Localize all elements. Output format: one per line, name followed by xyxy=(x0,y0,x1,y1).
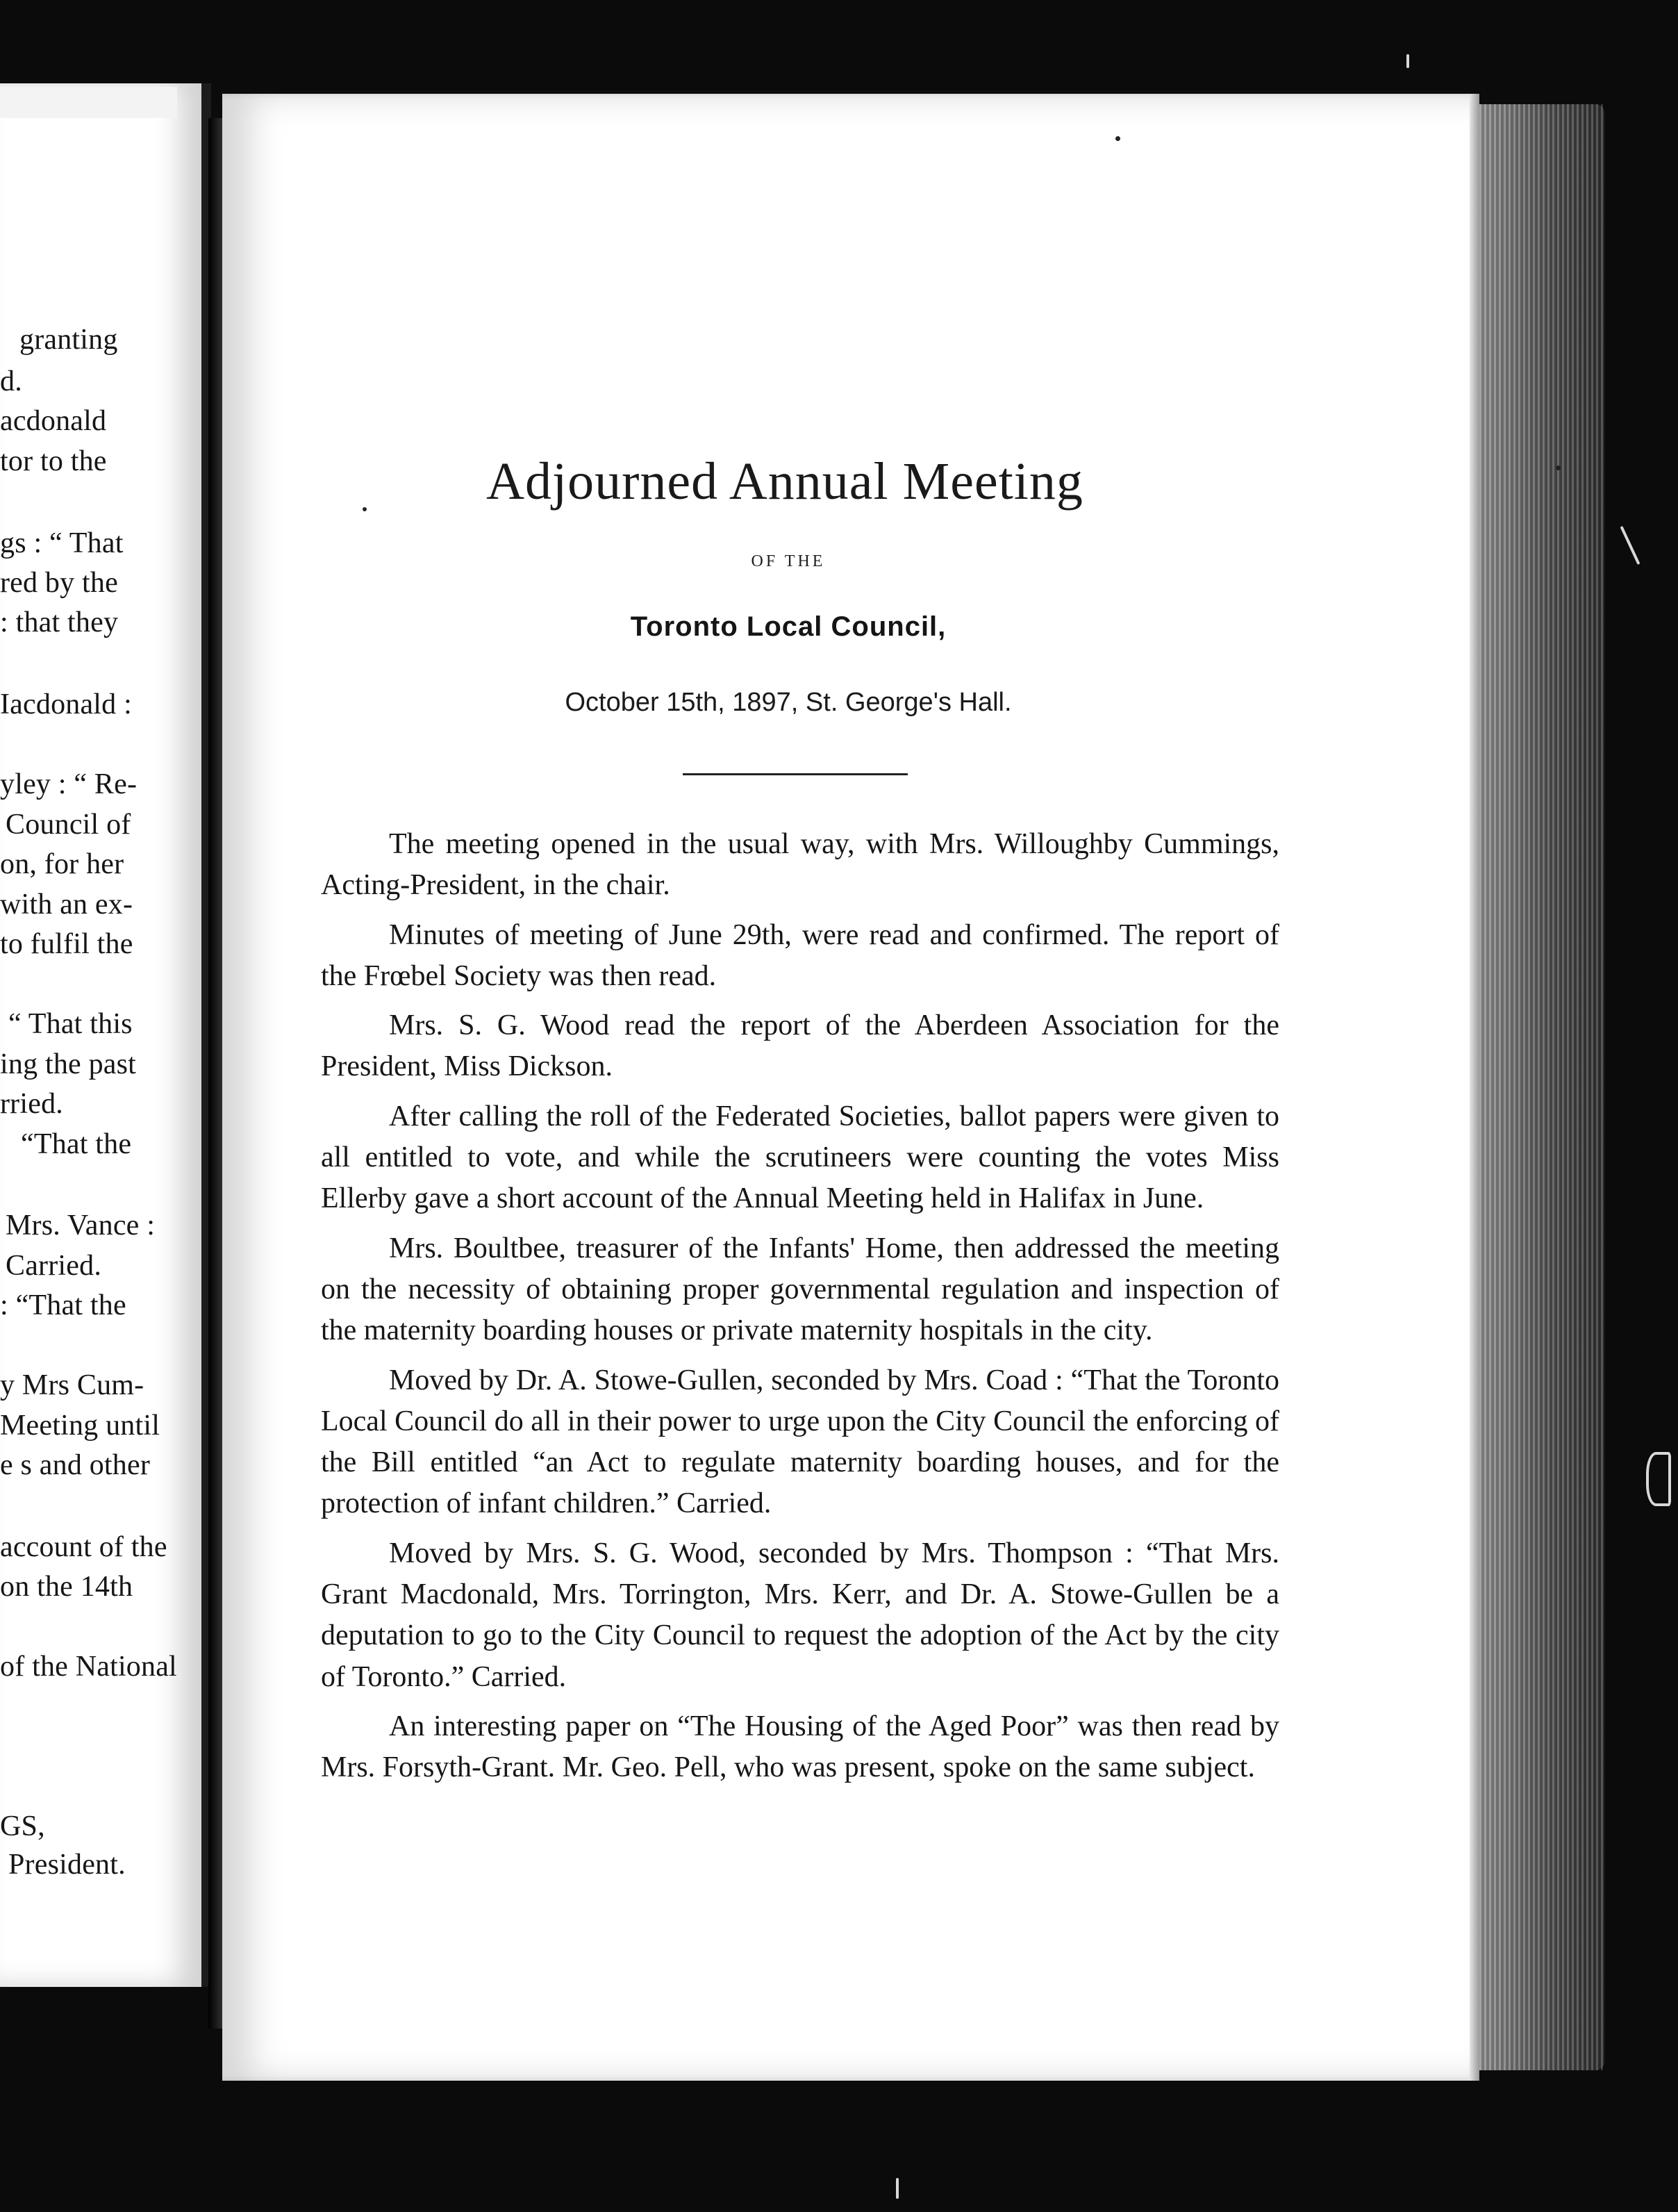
left-page-line: President. xyxy=(8,1849,126,1881)
paragraph: Moved by Dr. A. Stowe-Gullen, seconded by Mrs. Coad : “That the Toronto Local Council do all in their power to urge upon the City Council the enforcing of the Bill entitled “an Act to regulate maternity boarding houses, and for the protection of infant children.” Carried. xyxy=(321,1364,1279,1520)
left-page-line: of the National xyxy=(0,1651,177,1683)
left-page-line: y Mrs Cum- xyxy=(0,1369,144,1401)
subtitle-of-the: OF THE xyxy=(751,552,826,570)
left-page-line: to fulfil the xyxy=(0,928,133,960)
left-page-line: Meeting until xyxy=(0,1410,160,1442)
left-page-line: on the 14th xyxy=(0,1571,133,1603)
left-page-line: GS, xyxy=(0,1810,45,1842)
section-divider xyxy=(683,773,908,775)
scan-speck xyxy=(1406,54,1409,68)
left-page-line: with an ex- xyxy=(0,889,133,921)
paragraph: Mrs. S. G. Wood read the report of the Aberdeen Association for the President, Miss Dickson. xyxy=(321,1009,1279,1083)
minutes-body xyxy=(321,824,1279,1797)
left-page xyxy=(0,83,211,1987)
meeting-date-line: October 15th, 1897, St. George's Hall. xyxy=(565,688,1012,717)
scan-speck xyxy=(1556,465,1561,470)
left-page-line: yley : “ Re- xyxy=(0,768,138,800)
left-page-line: gs : “ That xyxy=(0,527,124,559)
left-page-line: “That the xyxy=(21,1128,132,1160)
scan-speck xyxy=(1646,1452,1671,1506)
left-page-line: : that they xyxy=(0,606,119,638)
paragraph: The meeting opened in the usual way, with Mrs. Willoughby Cummings, Acting-President, in the chair. xyxy=(321,828,1279,902)
left-page-line: Mrs. Vance : xyxy=(6,1210,156,1241)
left-page-line: Carried. xyxy=(6,1250,102,1282)
left-page-line: granting xyxy=(19,324,118,356)
paragraph: After calling the roll of the Federated Societies, ballot papers were given to all entitled to vote, and while the scrutineers were counting the votes Miss Ellerby gave a short account of the Annual Meeting held in Halifax in June. xyxy=(321,1100,1279,1215)
scan-speck xyxy=(1620,526,1640,565)
left-page-line: rried. xyxy=(0,1088,63,1120)
left-page-line: ing the past xyxy=(0,1048,137,1080)
scan-speck xyxy=(1115,136,1120,141)
left-page-line: Iacdonald : xyxy=(0,688,132,720)
left-page-line: red by the xyxy=(0,567,118,599)
paragraph: Minutes of meeting of June 29th, were read and confirmed. The report of the Frœbel Society was then read. xyxy=(321,918,1279,992)
paragraph: Moved by Mrs. S. G. Wood, seconded by Mrs. Thompson : “That Mrs. Grant Macdonald, Mrs. Torrington, Mrs. Kerr, and Dr. A. Stowe-Gullen be a deputation to go to the City Council to request the adoption of the Act by the city of Toronto.” Carried. xyxy=(321,1537,1279,1693)
left-page-line: on, for her xyxy=(0,848,124,880)
council-name: Toronto Local Council, xyxy=(630,611,947,642)
scan-speck xyxy=(896,2178,899,2199)
scan-speck xyxy=(363,507,367,511)
paragraph: Mrs. Boultbee, treasurer of the Infants' Home, then addressed the meeting on the necessity of obtaining proper governmental regulation and inspection of the maternity boarding houses or private maternity hospitals in the city. xyxy=(321,1232,1279,1347)
left-page-line: d. xyxy=(0,365,22,397)
left-page-top-edge xyxy=(0,87,177,118)
left-page-line: account of the xyxy=(0,1531,167,1563)
page-title: Adjourned Annual Meeting xyxy=(486,452,1083,511)
left-page-line: e s and other xyxy=(0,1449,151,1481)
left-page-line: tor to the xyxy=(0,445,107,477)
left-page-line: “ That this xyxy=(8,1008,133,1040)
left-page-line: acdonald xyxy=(0,405,107,437)
left-page-line: : “That the xyxy=(0,1289,126,1321)
paragraph: An interesting paper on “The Housing of the Aged Poor” was then read by Mrs. Forsyth-Grant. Mr. Geo. Pell, who was present, spoke on the same subject. xyxy=(321,1710,1279,1784)
left-page-line: Council of xyxy=(6,809,131,841)
